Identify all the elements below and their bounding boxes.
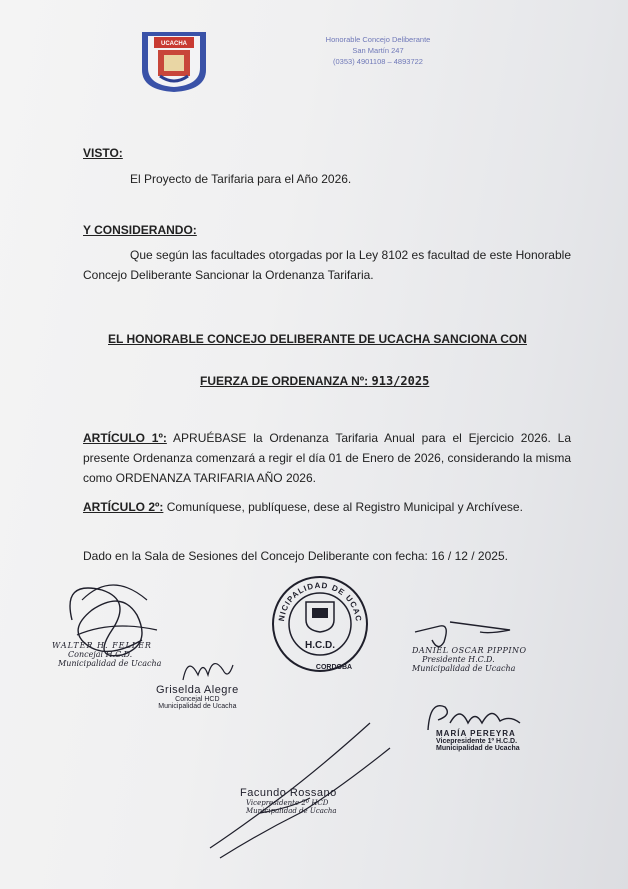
article-2-label: ARTÍCULO 2º: bbox=[83, 500, 164, 514]
signature-feller-org: Municipalidad de Ucacha bbox=[58, 659, 162, 668]
logo-text: UCACHA bbox=[161, 41, 187, 47]
hcd-seal-icon bbox=[266, 567, 370, 674]
signature-pippino bbox=[412, 646, 527, 673]
signature-alegre-name: Griselda Alegre bbox=[156, 684, 239, 696]
signature-alegre bbox=[156, 684, 239, 710]
visto-heading: VISTO: bbox=[83, 146, 123, 160]
ordinance-number: 913/2025 bbox=[371, 374, 430, 388]
signature-feller-role: Concejal H.C.D. bbox=[68, 650, 133, 659]
article-1-label: ARTÍCULO 1º: bbox=[83, 431, 167, 445]
signature-pippino-role: Presidente H.C.D. bbox=[422, 655, 495, 664]
visto-body: El Proyecto de Tarifaria para el Año 2026. bbox=[130, 172, 352, 186]
sanction-line-1: EL HONORABLE CONCEJO DELIBERANTE DE UCACHA SANCIONA CON bbox=[108, 332, 527, 346]
signature-feller bbox=[52, 641, 161, 668]
institution-address: San Martín 247 bbox=[352, 46, 404, 55]
considerando-body: Que según las facultades otorgadas por la Ley 8102 es facultad de este Honorable Concejo Deliberante Sancionar la Ordenanza Tarifaria. bbox=[83, 248, 571, 282]
article-2-text: Comuníquese, publíquese, dese al Registro Municipal y Archívese. bbox=[166, 500, 523, 514]
letterhead-block bbox=[308, 34, 448, 67]
signature-pereyra bbox=[436, 729, 520, 752]
signature-rossano-name: Facundo Rossano bbox=[240, 787, 337, 799]
signature-pippino-org: Municipalidad de Ucacha bbox=[412, 664, 516, 673]
sanction-prefix: FUERZA DE ORDENANZA Nº: bbox=[200, 374, 369, 388]
seal-bottom-text: CORDOBA bbox=[315, 664, 353, 671]
signature-rossano-role: Vicepresidente 2º HCD bbox=[246, 799, 329, 807]
signature-pereyra-name: MARÍA PEREYRA bbox=[436, 729, 516, 738]
signature-feller-name: WALTER H. FELLER bbox=[52, 641, 152, 650]
considerando-heading: Y CONSIDERANDO: bbox=[83, 223, 197, 237]
article-1-text: APRUÉBASE la Ordenanza Tarifaria Anual para el Ejercicio 2026. La presente Ordenanza comenzará a regir el día 01 de Enero de 2026, considerando la misma como ORDENANZA TARIFARIA AÑO 2026. bbox=[83, 431, 571, 485]
municipal-logo-icon bbox=[138, 28, 210, 94]
closing-date-line: Dado en la Sala de Sesiones del Concejo Deliberante con fecha: 16 / 12 / 2025. bbox=[83, 549, 508, 563]
signature-rossano-org: Municipalidad de Ucacha bbox=[246, 807, 337, 815]
signature-alegre-org: Municipalidad de Ucacha bbox=[158, 703, 237, 710]
signature-pereyra-role: Vicepresidente 1º H.C.D. bbox=[436, 738, 518, 745]
article-1 bbox=[83, 428, 571, 488]
signature-pippino-name: DANIEL OSCAR PIPPINO bbox=[412, 646, 527, 655]
seal-center-text: H.C.D. bbox=[305, 640, 335, 651]
institution-name: Honorable Concejo Deliberante bbox=[325, 35, 431, 44]
institution-phone: (0353) 4901108 – 4893722 bbox=[333, 57, 423, 66]
article-2 bbox=[83, 500, 523, 514]
seal-top-text: MUNICIPALIDAD DE UCACHA bbox=[266, 567, 364, 623]
signature-alegre-role: Concejal HCD bbox=[175, 696, 220, 703]
signature-pereyra-org: Municipalidad de Ucacha bbox=[436, 745, 520, 752]
sanction-line-2 bbox=[200, 374, 429, 388]
signature-rossano bbox=[240, 787, 337, 815]
